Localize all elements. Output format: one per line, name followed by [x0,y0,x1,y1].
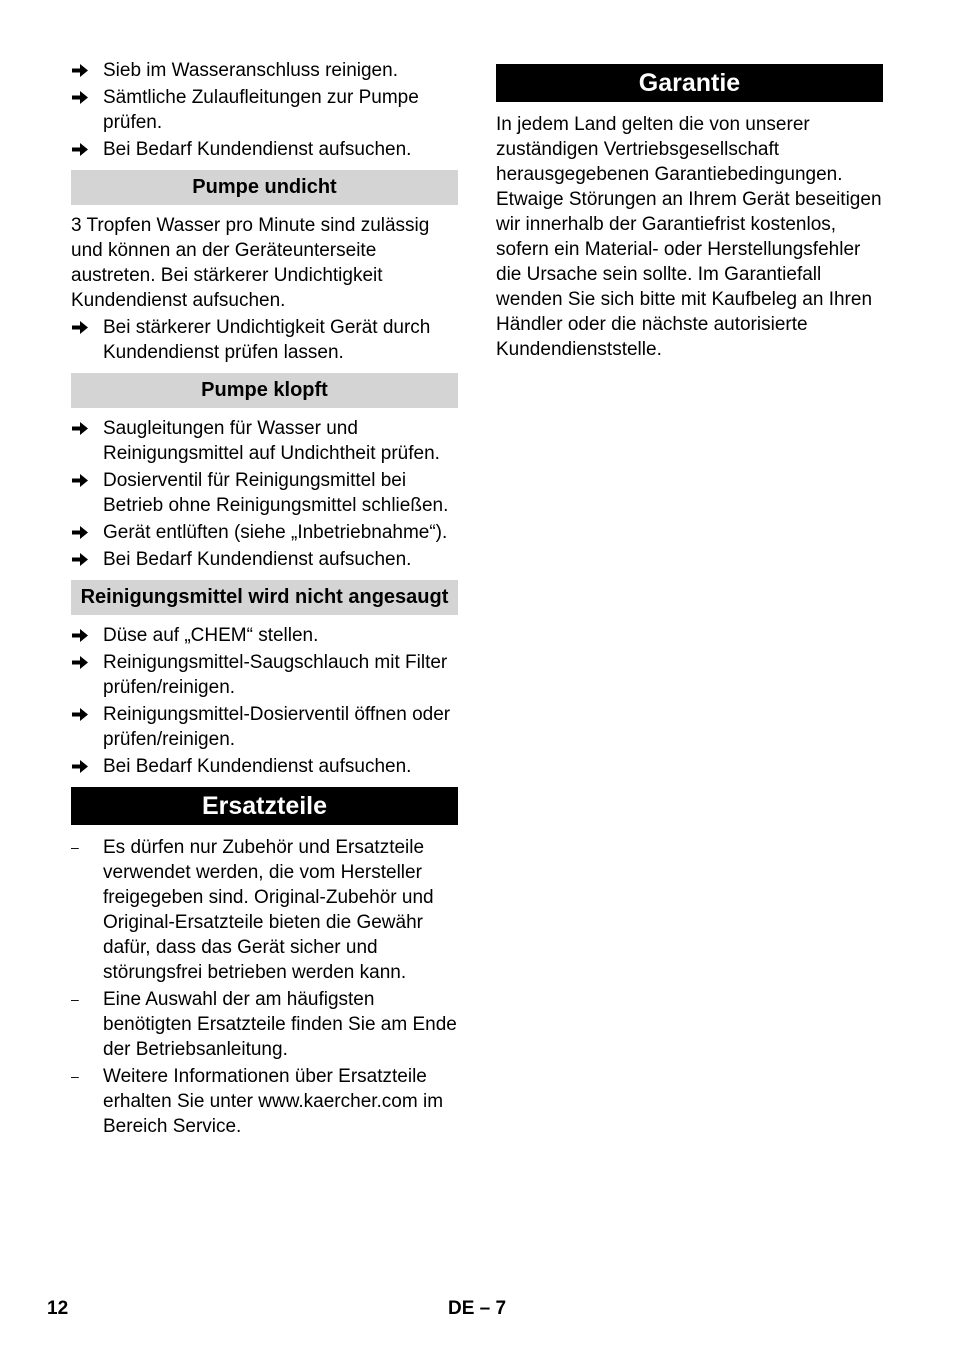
left-column [71,58,458,1141]
dash-bullet: – [71,1068,79,1084]
arrow-right-icon [71,547,95,572]
list-item [71,547,458,572]
list-item [71,85,458,135]
list-item-text: Reinigungsmittel-Dosierventil öffnen oder prüfen/reinigen. [103,704,451,750]
arrow-right-icon [71,58,95,83]
arrow-right-icon [71,623,95,648]
list-item [71,987,458,1062]
list-item [71,315,458,365]
list-item [71,1064,458,1139]
arrow-right-icon [71,137,95,162]
section-label: DE – 7 [448,1298,507,1319]
list-item [71,835,458,985]
arrow-right-icon [71,315,95,340]
list-item-text: Gerät entlüften (siehe „Inbetriebnahme“). [103,522,448,543]
arrow-right-icon [71,85,95,110]
section-heading-garantie: Garantie [496,64,883,102]
arrow-right-icon [71,754,95,779]
list-item [71,520,458,545]
list-item-text: Bei Bedarf Kundendienst aufsuchen. [103,139,412,160]
arrow-right-icon [71,702,95,727]
arrow-right-icon [71,468,95,493]
list-item-text: Es dürfen nur Zubehör und Ersatzteile verwendet werden, die vom Hersteller freigegeben sind. Original-Zubehör und Original-Ersatzteile bieten die Gewähr dafür, dass das Gerät sicher und störungsfrei betrieben werden kann. [103,837,434,983]
list-item-text: Bei Bedarf Kundendienst aufsuchen. [103,756,412,777]
section-heading-ersatzteile: Ersatzteile [71,787,458,825]
right-column [496,64,883,364]
list-item-text: Eine Auswahl der am häufigsten benötigten Ersatzteile finden Sie am Ende der Betriebsanleitung. [103,989,457,1060]
arrow-right-icon [71,520,95,545]
section-heading-reinigungsmittel: Reinigungsmittel wird nicht angesaugt [71,580,458,615]
dash-bullet: – [71,991,79,1007]
arrow-right-icon [71,650,95,675]
list-item-text: Saugleitungen für Wasser und Reinigungsmittel auf Undichtheit prüfen. [103,418,440,464]
list-item-text: Weitere Informationen über Ersatzteile erhalten Sie unter www.kaercher.com im Bereich Service. [103,1066,444,1137]
list-item-text: Sämtliche Zulaufleitungen zur Pumpe prüfen. [103,87,419,133]
list-item [71,58,458,83]
list-item [71,754,458,779]
list-item-text: Düse auf „CHEM“ stellen. [103,625,319,646]
list-item [71,416,458,466]
list-item [71,702,458,752]
list-item [71,623,458,648]
list-item [71,650,458,700]
arrow-right-icon [71,416,95,441]
list-item-text: Reinigungsmittel-Saugschlauch mit Filter prüfen/reinigen. [103,652,448,698]
section-heading-pumpe-klopft: Pumpe klopft [71,373,458,408]
list-item [71,468,458,518]
paragraph: In jedem Land gelten die von unserer zuständigen Vertriebsgesellschaft herausgegebenen Garantiebedingungen. Etwaige Störungen an Ihrem Gerät beseitigen wir innerhalb der Garantiefrist kostenlos, sofern ein Material- oder Herstellungsfehler die Ursache sein sollte. Im Garantiefall wenden Sie sich bitte mit Kaufbeleg an Ihren Händler oder die nächste autorisierte Kundendienststelle. [496,114,882,360]
list-item-text: Dosierventil für Reinigungsmittel bei Betrieb ohne Reinigungsmittel schließen. [103,470,449,516]
dash-bullet: – [71,839,79,855]
list-item [71,137,458,162]
section-heading-pumpe-undicht: Pumpe undicht [71,170,458,205]
list-item-text: Bei stärkerer Undichtigkeit Gerät durch Kundendienst prüfen lassen. [103,317,431,363]
page-number: 12 [47,1298,69,1319]
list-item-text: Sieb im Wasseranschluss reinigen. [103,60,398,81]
paragraph: 3 Tropfen Wasser pro Minute sind zulässig und können an der Geräteunterseite austreten. Bei stärkerer Undichtigkeit Kundendienst aufsuchen. [71,215,430,311]
list-item-text: Bei Bedarf Kundendienst aufsuchen. [103,549,412,570]
